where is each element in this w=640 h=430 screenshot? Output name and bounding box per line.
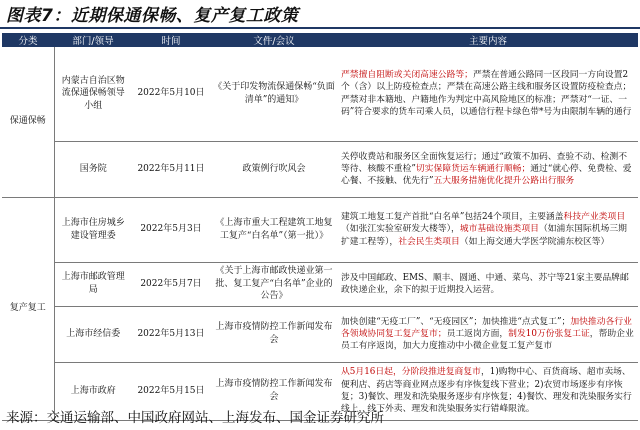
highlight-text: 社会民生类项目	[398, 236, 460, 247]
dept-cell: 国务院	[54, 141, 132, 197]
content-text: （如浦东国际机场三期扩建工程等），	[341, 224, 627, 247]
highlight-text: 制发10万份张复工证	[508, 328, 590, 339]
dept-cell: 上海市经信委	[54, 306, 132, 362]
source-note: 来源：交通运输部、中国政府网站、上海发布、国金证券研究所	[6, 410, 384, 426]
content-cell	[338, 262, 638, 306]
content-text: ，帮助企业员工有序返岗，加大力度推动中小微企业复工复产复市	[341, 328, 634, 352]
highlight-text: 严禁擅自阻断或关闭高速公路等；	[341, 70, 473, 81]
dept-cell: 内蒙古自治区物流保通保畅领导小组	[54, 47, 132, 141]
highlight-text: 切实保障货运车辆通行顺畅；	[415, 163, 531, 174]
content-text: 加快创建“无疫工厂”、“无疫园区”；加快推进“点式复工”；	[341, 316, 571, 327]
content-text: 涉及中国邮政、EMS、顺丰、圆通、中通、菜鸟、苏宁等21家主要品牌邮政快递企业，余下的拟于近期投入运营。	[341, 272, 629, 295]
highlight-text: 从5月16日起，分阶段推进复商复市	[341, 367, 481, 378]
content-cell	[338, 47, 638, 141]
highlight-text: 加快推动各行业各领域协同复工复产复市；	[341, 316, 632, 339]
category-cell: 保通保畅	[2, 47, 54, 197]
doc-cell: 《关于印发物流保通保畅“负面清单”的通知》	[210, 47, 338, 141]
table-row	[2, 197, 638, 262]
figure-title: 图表7：近期保通保畅、复产复工政策	[6, 6, 299, 26]
date-cell: 2022年5月7日	[132, 262, 210, 306]
policy-table	[2, 33, 638, 421]
content-cell	[338, 197, 638, 262]
highlight-text: 城市基础设施类项目	[459, 224, 539, 235]
header-category: 分类	[2, 33, 54, 47]
table-row	[2, 306, 638, 362]
table-row	[2, 262, 638, 306]
header-department: 部门/领导	[54, 33, 132, 47]
table-header-row	[2, 33, 638, 47]
date-cell: 2022年5月11日	[132, 141, 210, 197]
content-cell	[338, 306, 638, 362]
doc-cell: 政策例行吹风会	[210, 141, 338, 197]
content-text: 建筑工地复工复产首批“白名单”包括24个项目，主要涵盖	[341, 212, 564, 223]
doc-cell: 上海市疫情防控工作新闻发布会	[210, 362, 338, 420]
content-text: ，1)购物中心、百货商场、超市卖场、便利店、药店等商业网点逐步有序恢复线下营业；2)农贸市场逐步有序恢复；3)餐饮、理发和洗染服务逐步有序恢复；4)餐饮、理发和洗染服务实行线上，线下外卖、理发和洗染服务实行错峰限流。	[341, 367, 632, 415]
doc-cell: 《上海市重大工程建筑工地复工复产“白名单”（第一批）》	[210, 197, 338, 262]
table-row	[2, 141, 638, 197]
content-cell	[338, 141, 638, 197]
date-cell: 2022年5月15日	[132, 362, 210, 420]
header-document: 文件/会议	[210, 33, 338, 47]
category-cell: 复产复工	[2, 197, 54, 420]
date-cell: 2022年5月3日	[132, 197, 210, 262]
header-content: 主要内容	[338, 33, 638, 47]
highlight-text: 科技产业类项目	[563, 212, 626, 223]
dept-cell: 上海市政府	[54, 362, 132, 420]
doc-cell: 上海市疫情防控工作新闻发布会	[210, 306, 338, 362]
content-text: 严禁在普通公路同一区段同一方向设置2个（含）以上防疫检查点；严禁在高速公路主线和服务区设置防疫检查点；严禁对非本籍地、户籍地作为判定中高风险地区的标准；严禁对“一证、一码”符合要求的货车司乘人员，以通信行程卡绿色带*号为由限制车辆的通行	[341, 70, 632, 118]
content-text: 员工返岗方面，	[446, 328, 509, 339]
header-date: 时间	[132, 33, 210, 47]
title-underline	[0, 27, 640, 29]
content-text: （如上海交通大学医学院浦东校区等）	[459, 236, 610, 247]
table-row	[2, 47, 638, 141]
doc-cell: 《关于上海市邮政快递业第一批、复工复产“白名单”企业的公告》	[210, 262, 338, 306]
date-cell: 2022年5月10日	[132, 47, 210, 141]
dept-cell: 上海市住房城乡建设管理委	[54, 197, 132, 262]
content-text: （如张江实验室研发大楼等），	[341, 224, 460, 235]
highlight-text: 五大服务措施优化提升公路出行服务	[433, 176, 575, 187]
date-cell: 2022年5月13日	[132, 306, 210, 362]
dept-cell: 上海市邮政管理局	[54, 262, 132, 306]
content-text: 关停收费站和服务区全面恢复运行；通过“政策不加码、查验不动、检测不等待、核酸不重检”	[341, 151, 627, 174]
content-text: 通过“就心停、免费检、爱心餐、不接触、优先行”	[341, 163, 632, 187]
